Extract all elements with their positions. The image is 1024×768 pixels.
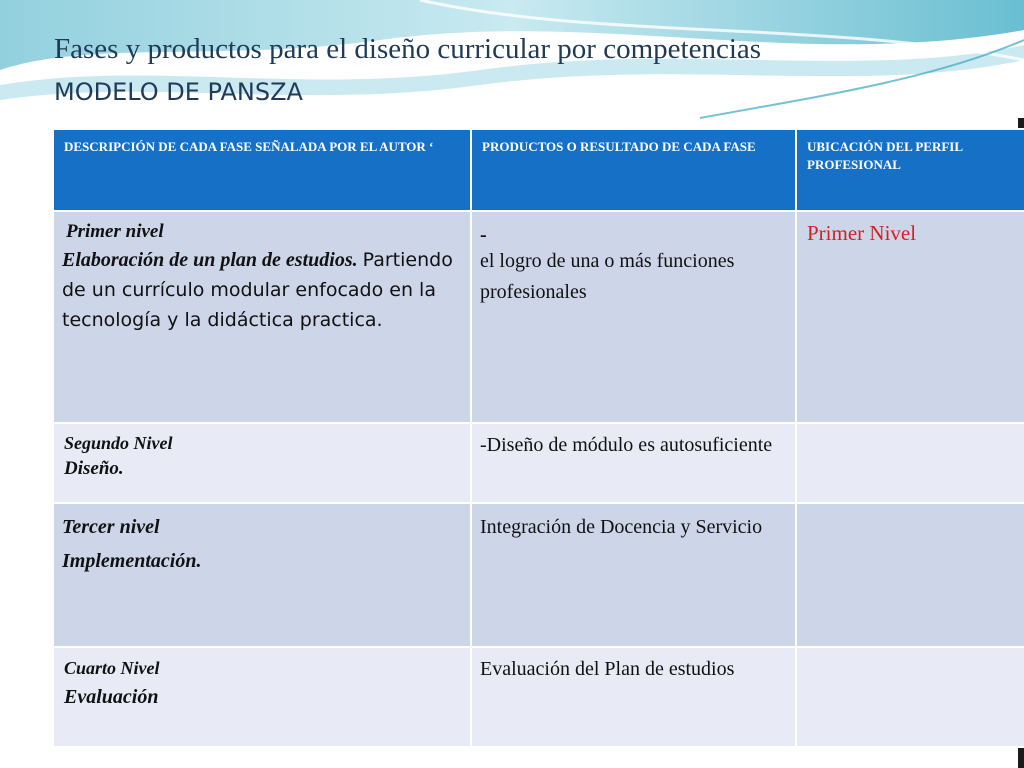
phase-name: Evaluación: [64, 686, 159, 708]
profile-cell: [796, 211, 1024, 423]
header-products: PRODUCTOS O RESULTADO DE CADA FASE: [471, 129, 796, 211]
product-text: Integración de Docencia y Servicio: [480, 516, 763, 538]
header-profile-location: UBICACIÓN DEL PERFIL PROFESIONAL: [796, 129, 1024, 211]
phase-detail: Partiendo de un currículo modular enfocado en la tecnología y la didáctica practica.: [62, 249, 453, 331]
table-row: [53, 211, 1024, 423]
header-description: DESCRIPCIÓN DE CADA FASE SEÑALADA POR EL AUTOR ‘: [53, 129, 471, 211]
profile-cell: [796, 647, 1024, 747]
slide-title: Fases y productos para el diseño curricular por competencias: [54, 33, 762, 65]
phases-table: [52, 128, 1024, 748]
product-cell: [471, 423, 796, 503]
level-label: Segundo Nivel: [64, 433, 173, 453]
phase-name: Diseño.: [64, 458, 124, 479]
product-dash: -: [480, 224, 487, 246]
profile-cell: [796, 423, 1024, 503]
phase-name: Implementación.: [62, 550, 202, 572]
description-cell: [53, 647, 471, 747]
description-cell: [53, 211, 471, 423]
table-row: [53, 503, 1024, 647]
product-text: el logro de una o más funciones profesionales: [480, 250, 735, 303]
table-header-row: [53, 129, 1024, 211]
product-text: Evaluación del Plan de estudios: [480, 658, 735, 680]
product-cell: [471, 211, 796, 423]
description-cell: [53, 423, 471, 503]
phase-name: Elaboración de un plan de estudios.: [62, 249, 358, 271]
product-cell: [471, 503, 796, 647]
table-row: [53, 423, 1024, 503]
profile-cell: [796, 503, 1024, 647]
level-label: Cuarto Nivel: [64, 658, 160, 678]
table-row: [53, 647, 1024, 747]
product-text: -Diseño de módulo es autosuficiente: [480, 434, 773, 456]
slide-subtitle: MODELO DE PANSZA: [54, 78, 303, 106]
level-label: Primer nivel: [66, 221, 164, 242]
level-label: Tercer nivel: [62, 516, 160, 538]
product-cell: [471, 647, 796, 747]
description-cell: [53, 503, 471, 647]
profile-text: Primer Nivel: [807, 221, 917, 245]
